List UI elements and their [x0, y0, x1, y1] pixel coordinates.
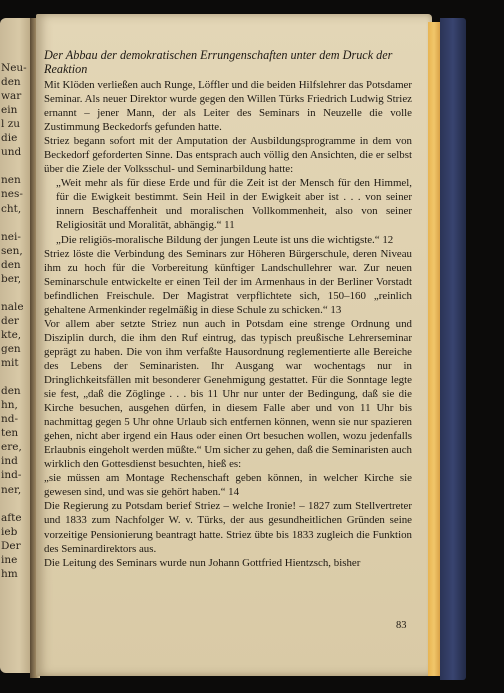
left-page-fragment: und [1, 146, 22, 159]
section-heading: Der Abbau der demokratischen Errungenschaften unter dem Druck der Reaktion [44, 48, 393, 76]
left-page-fragment: mit [1, 357, 19, 370]
left-page-fragment: kte, [1, 328, 22, 341]
paragraph: Vor allem aber setzte Striez nun auch in Potsdam eine strenge Ordnung und Disziplin durch, die ihm den Ruf eintrug, das typisch preußische Lehrerseminar geprägt zu haben. Die von ihm verfaßte Hausordnung reglementierte alle Bereiche des Lebens der Seminaristen. Ihr Ausgang war wochentags nur in Dringlichkeitsfällen mit besonderer Genehmigung gestattet. Für die Sonntage legte sie fest, „daß die Zöglinge . . . bis 11 Uhr nur unter der Bedingung, daß sie die Kirche besuchen, ausgehen dürfen, in diesem Falle aber und von 11 Uhr bis nachmittag gegen 5 Uhr ohne Urlaub sich entfernen können, wenn sie nur spazieren gehen, nicht aber irgend ein Haus oder einen Ort besuchen wollen, wozu jedenfalls Erlaubnis eingeholt werden müßte.“ Um sicher zu gehen, daß die Seminaristen auch wirklich den Gottesdienst besuchten, hieß es: [44, 317, 412, 471]
left-page-fragment: gen [1, 343, 21, 355]
left-page-fragment: afte [1, 511, 22, 524]
left-page-edge [0, 18, 32, 673]
paragraph: Die Regierung zu Potsdam berief Striez – welche Ironie! – 1827 zum Stellvertreter und 1833 zum Nachfolger W. v. Türks, der aus gesundheitlichen Gründen seine vorzeitige Pensionierung beantragt hatte. Striez übte bis 1833 zugleich die Funktion des Seminardirektors aus. [44, 500, 412, 555]
left-page-fragment: l zu [1, 118, 20, 131]
body-text [44, 78, 412, 570]
paragraph: Striez löste die Verbindung des Seminars zur Höheren Bürgerschule, deren Niveau ihm zu hoch für die Vorbereitung künftiger Landschullehrer war. Zur neuen Seminarschule entwickelte er einen Teil der im Armenhaus in der Berliner Vorstadt befindlichen Freischule. Der Magistrat verpflichtete sich, 150–160 „reinlich gehaltene Armenkinder regelmäßig in diese Schule zu schicken.“ 13 [44, 247, 412, 316]
left-page-fragment: nen [1, 174, 21, 187]
left-page-fragment: Neu- [1, 62, 27, 74]
left-page-fragment: Der [1, 539, 21, 552]
left-page-fragment: ber, [1, 272, 22, 285]
left-page-fragment: ine [1, 553, 18, 566]
left-page-fragment: ten [1, 427, 19, 440]
left-page-fragment: ner, [1, 483, 22, 496]
left-page-fragment: sen, [1, 244, 23, 257]
left-page-fragment: nes- [1, 188, 23, 201]
left-page-fragment: hm [1, 567, 18, 580]
page-edges [428, 22, 440, 676]
left-page-fragment: den [1, 76, 21, 89]
left-page-fragment: cht, [1, 202, 22, 215]
left-page-fragment: ind [1, 455, 18, 468]
left-page-fragment: nd- [1, 413, 19, 426]
page-content [44, 48, 412, 570]
left-page-fragment: ein [1, 104, 18, 117]
book-cover [440, 18, 466, 680]
left-page-fragment: nei- [1, 230, 21, 243]
paragraph: Die Leitung des Seminars wurde nun Johann Gottfried Hientzsch, bisher [44, 556, 361, 569]
left-page-fragment: ind- [1, 469, 22, 482]
left-page-fragment: den [1, 385, 21, 398]
left-page-fragment: ieb [1, 525, 18, 538]
left-page-fragment: den [1, 258, 21, 271]
left-page-fragment: hn, [1, 399, 18, 412]
block-quote: „Weit mehr als für diese Erde und für die Zeit ist der Mensch für den Himmel, für die Ewigkeit bestimmt. Sein Heil in der Ewigkeit aber ist . . . von seiner innern Beschaffenheit und moralischen Vollkommenheit, also von seiner Religiosität und Moralität, abhängig.“ 11 [56, 177, 412, 232]
left-page-fragment: der [1, 314, 19, 327]
block-quote: „Die religiös-moralische Bildung der jungen Leute ist uns die wichtigste.“ 12 [56, 233, 394, 246]
paragraph: Mit Klöden verließen auch Runge, Löffler und die beiden Hilfslehrer das Potsdamer Seminar. Als neuer Direktor wurde gegen den Willen Türks Friedrich Ludwig Striez ernannt – jener Mann, der als Leiter des Seminars in Neuzelle die volle Zustimmung Beckedorfs gefunden hatte. [44, 79, 412, 134]
page-number: 83 [396, 620, 407, 631]
left-page-fragment: ere, [1, 441, 22, 454]
left-page-fragment: nale [1, 300, 24, 313]
left-page-fragment: war [1, 90, 22, 103]
paragraph: Striez begann sofort mit der Amputation der Ausbildungsprogramme in dem von Beckedorf geforderten Sinne. Das entsprach auch völlig den Ansichten, die er selbst über die Ziele der Volksschul- und Seminarbildung hatte: [44, 135, 412, 176]
paragraph: „sie müssen am Montage Rechenschaft geben können, in welcher Kirche sie gewesen sind, und was sie gehört haben.“ 14 [44, 472, 412, 499]
left-page-fragment: die [1, 132, 18, 145]
